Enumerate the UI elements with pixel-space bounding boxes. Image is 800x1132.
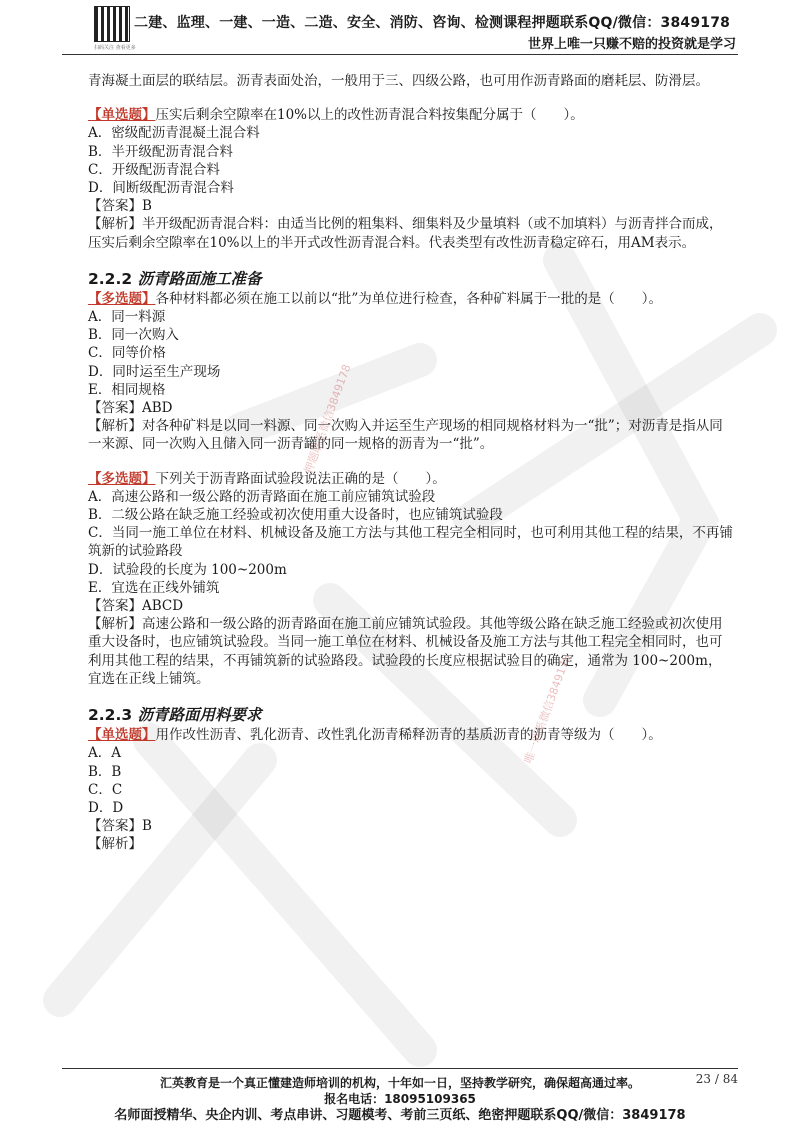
option-d: D．D <box>88 799 124 816</box>
option-a: A．同一料源 <box>88 309 166 326</box>
option-a: A．密级配沥青混凝土混合料 <box>88 125 260 142</box>
qr-code-image <box>94 6 130 42</box>
footer-phone: 报名电话：18095109365 <box>324 1092 476 1106</box>
section-title: 沥青路面用料要求 <box>137 705 262 725</box>
answer: 【答案】B <box>88 198 152 215</box>
page-header <box>0 0 800 64</box>
question-type-tag: 【单选题】 <box>88 107 156 124</box>
watermark-text-2: 唯一联系微信3849178 <box>521 652 574 766</box>
section-heading-2-2-2 <box>88 268 734 290</box>
question-stem: 各种材料都必须在施工以前以“批”为单位进行检查，各种矿料属于一批的是（ ）。 <box>155 290 663 307</box>
question-1 <box>88 106 734 252</box>
footer-divider <box>62 1068 738 1069</box>
option-c: C．同等价格 <box>88 345 166 362</box>
page-number: 23 / 84 <box>695 1072 738 1086</box>
analysis: 【解析】半开级配沥青混合料：由适当比例的粗集料、细集料及少量填料（或不加填料）与沥青拌合而成，压实后剩余空隙率在10%以上的半开式改性沥青混合料。代表类型有改性沥青稳定碎石，用AM表示。 <box>88 216 723 251</box>
watermark-text-1: 押题联系微信3849178 <box>301 362 354 476</box>
option-c: C．开级配沥青混合料 <box>88 161 220 178</box>
section-number: 2.2.3 <box>88 706 133 725</box>
option-e: E．相同规格 <box>88 381 166 398</box>
option-e: E．宜选在正线外铺筑 <box>88 579 220 596</box>
option-a: A．高速公路和一级公路的沥青路面在施工前应铺筑试验段 <box>88 488 436 505</box>
intro-paragraph: 青海凝土面层的联结层。沥青表面处治，一般用于三、四级公路，也可用作沥青路面的磨耗层、防滑层。 <box>88 73 709 89</box>
section-title: 沥青路面施工准备 <box>137 268 262 288</box>
option-b: B．同一次购入 <box>88 327 179 344</box>
option-d: D．同时运至生产现场 <box>88 363 221 380</box>
analysis: 【解析】高速公路和一级公路的沥青路面在施工前应铺筑试验段。其他等级公路在缺乏施工经验或初次使用重大设备时，也应铺筑试验段。当同一施工单位在材料、机械设备及施工方法与其他工程完全相同时，也可利用其他工程的结果，不再铺筑新的试验路段。试验段的长度应根据试验目的确定，通常为 100~200m，宜选在正线上铺筑。 <box>88 616 723 687</box>
section-heading-2-2-3 <box>88 704 734 726</box>
question-4 <box>88 726 734 853</box>
analysis: 【解析】 <box>88 836 142 853</box>
option-b: B．二级公路在缺乏施工经验或初次使用重大设备时，也应铺筑试验段 <box>88 507 503 524</box>
question-stem: 用作改性沥青、乳化沥青、改性乳化沥青稀释沥青的基质沥青的沥青等级为（ ）。 <box>155 727 662 744</box>
answer: 【答案】ABD <box>88 400 173 417</box>
question-2 <box>88 290 734 454</box>
header-contact-line: 二建、监理、一建、一造、二造、安全、消防、咨询、检测课程押题联系QQ/微信：3849178 <box>134 15 731 31</box>
question-type-tag: 【多选题】 <box>88 290 156 307</box>
footer-tagline: 汇英教育是一个真正懂建造师培训的机构，十年如一日，坚持教学研究，确保超高通过率。 <box>159 1076 640 1090</box>
header-slogan: 世界上唯一只赚不赔的投资就是学习 <box>527 37 736 52</box>
option-a: A．A <box>88 745 121 762</box>
question-stem: 下列关于沥青路面试验段说法正确的是（ ）。 <box>155 470 446 487</box>
question-stem: 压实后剩余空隙率在10%以上的改性沥青混合料按集配分属于（ ）。 <box>155 107 584 124</box>
option-c: C．C <box>88 781 123 798</box>
option-b: B．B <box>88 763 122 780</box>
footer-contact: 名师面授精华、央企内训、考点串讲、习题模考、考前三页纸、绝密押题联系QQ/微信：3849178 <box>114 1108 686 1123</box>
qr-caption: 扫码关注 查看更多 <box>94 45 136 51</box>
question-type-tag: 【多选题】 <box>88 470 156 487</box>
question-type-tag: 【单选题】 <box>88 727 156 744</box>
document-body <box>88 72 734 854</box>
qr-code <box>94 6 136 56</box>
section-number: 2.2.2 <box>88 269 133 288</box>
option-d: D．间断级配沥青混合料 <box>88 180 234 197</box>
answer: 【答案】ABCD <box>88 598 184 615</box>
question-3 <box>88 470 734 688</box>
analysis: 【解析】对各种矿料是以同一料源、同一次购入并运至生产现场的相同规格材料为一“批”；对沥青是指从同一来源、同一次购入且储入同一沥青罐的同一规格的沥青为一“批”。 <box>88 418 723 453</box>
option-b: B．半开级配沥青混合料 <box>88 143 233 160</box>
header-divider <box>62 54 738 55</box>
answer: 【答案】B <box>88 818 152 835</box>
option-d: D．试验段的长度为 100~200m <box>88 561 287 578</box>
option-c: C．当同一施工单位在材料、机械设备及施工方法与其他工程完全相同时，也可利用其他工程的结果，不再铺筑新的试验路段 <box>88 525 733 560</box>
